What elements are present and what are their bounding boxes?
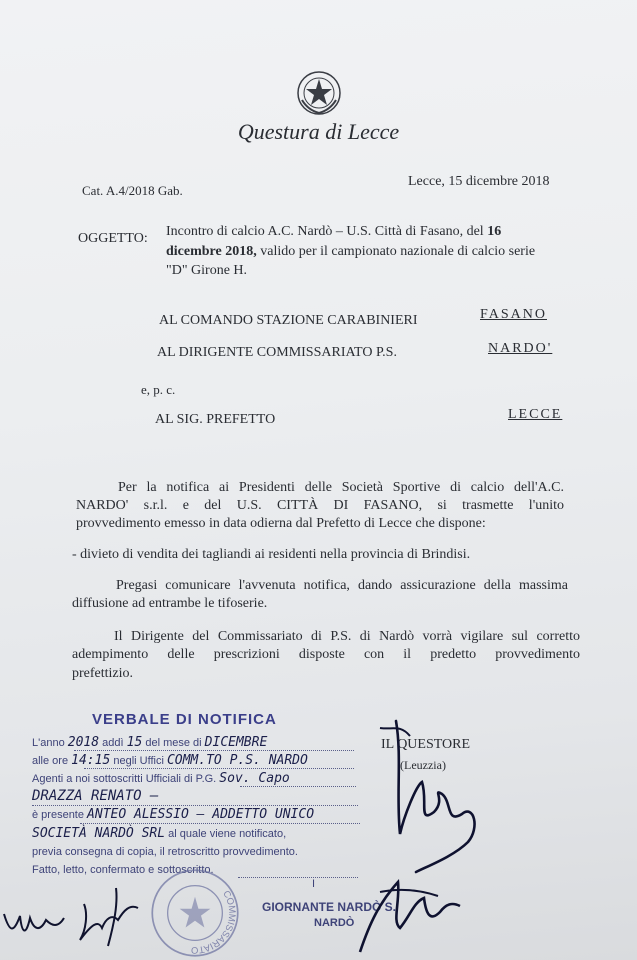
office-title: Questura di Lecce — [237, 119, 400, 144]
verbale-line-7: previa consegna di copia, il retroscritto provvedimento. — [32, 846, 298, 858]
verbale-line-6: SOCIETÀ NARDÒ SRL al quale viene notificato, — [32, 826, 287, 841]
subject-label: OGGETTO: — [78, 231, 148, 246]
stamp-ring-text: COMMISSARIATO — [190, 888, 239, 957]
body-p1-line1: Per la notifica ai Presidenti delle Società Sportive di calcio dell'A.C. — [118, 480, 564, 495]
verbale-footer-right: GIORNANTE NARDÒ S. — [262, 900, 397, 914]
recipient-carabinieri: AL COMANDO STAZIONE CARABINIERI — [159, 313, 418, 328]
body-p2-line2: diffusione ad entrambe le tifoserie. — [72, 596, 268, 611]
protocol-number: Cat. A.4/2018 Gab. — [82, 183, 183, 198]
verbale-footer-mark: I — [312, 878, 316, 890]
signature-name: (Leuzzia) — [400, 758, 446, 772]
commissario-signature — [340, 862, 480, 960]
subject-line-1: Incontro di calcio A.C. Nardò – U.S. Città di Fasano, del 16 — [166, 224, 502, 239]
verbale-footer-right2: NARDÒ — [314, 917, 355, 929]
body-p1-line2: NARDO' s.r.l. e del U.S. CITTÀ DI FASANO, si trasmette l'unito — [76, 498, 564, 513]
verbale-line-3: Agenti a noi sottoscritti Ufficiali di P.G. Sov. Capo — [32, 771, 290, 786]
italian-republic-emblem-icon — [296, 70, 342, 116]
document-date: Lecce, 15 dicembre 2018 — [408, 174, 550, 189]
official-stamp — [140, 866, 250, 960]
epc-label: e, p. c. — [141, 382, 176, 397]
body-p1-line3: provvedimento emesso in data odierna dal Prefetto di Lecce che dispone: — [76, 516, 486, 531]
questore-signature — [376, 716, 486, 876]
recipient-prefetto-place: LECCE — [508, 407, 563, 422]
verbale-line-1: L'anno 2018 addì 15 del mese di DICEMBRE — [32, 735, 268, 750]
body-p3-line3: prefettizio. — [72, 666, 134, 681]
subject-line-3: "D" Girone H. — [166, 263, 248, 278]
verbale-line-8: Fatto, letto, confermato e sottoscritto. — [32, 864, 214, 876]
body-p3-line1: Il Dirigente del Commissariato di P.S. di Nardò vorrà vigilare sul corretto — [114, 629, 580, 644]
recipient-commissariato-place: NARDO' — [488, 341, 553, 356]
recipient-commissariato: AL DIRIGENTE COMMISSARIATO P.S. — [157, 345, 397, 360]
body-p2-line1: Pregasi comunicare l'avvenuta notifica, dando assicurazione della massima — [116, 578, 568, 593]
body-p3-line2: adempimento delle prescrizioni disposte con il predetto provvedimento — [72, 647, 580, 662]
verbale-line-5: è presente ANTEO ALESSIO – ADDETTO UNICO — [32, 807, 315, 822]
verbale-title: VERBALE DI NOTIFICA — [92, 711, 277, 728]
subject-line-2: dicembre 2018, valido per il campionato nazionale di calcio serie — [166, 244, 536, 259]
recipient-carabinieri-place: FASANO — [480, 307, 547, 322]
officer-signatures — [0, 874, 150, 960]
signature-title: IL QUESTORE — [381, 737, 471, 752]
verbale-line-4: DRAZZA RENATO – — [32, 788, 159, 804]
verbale-line-2: alle ore 14:15 negli Uffici COMM.TO P.S. NARDO — [32, 753, 308, 768]
body-bullet: - divieto di vendita dei tagliandi ai residenti nella provincia di Brindisi. — [72, 547, 471, 562]
recipient-prefetto: AL SIG. PREFETTO — [155, 412, 276, 427]
